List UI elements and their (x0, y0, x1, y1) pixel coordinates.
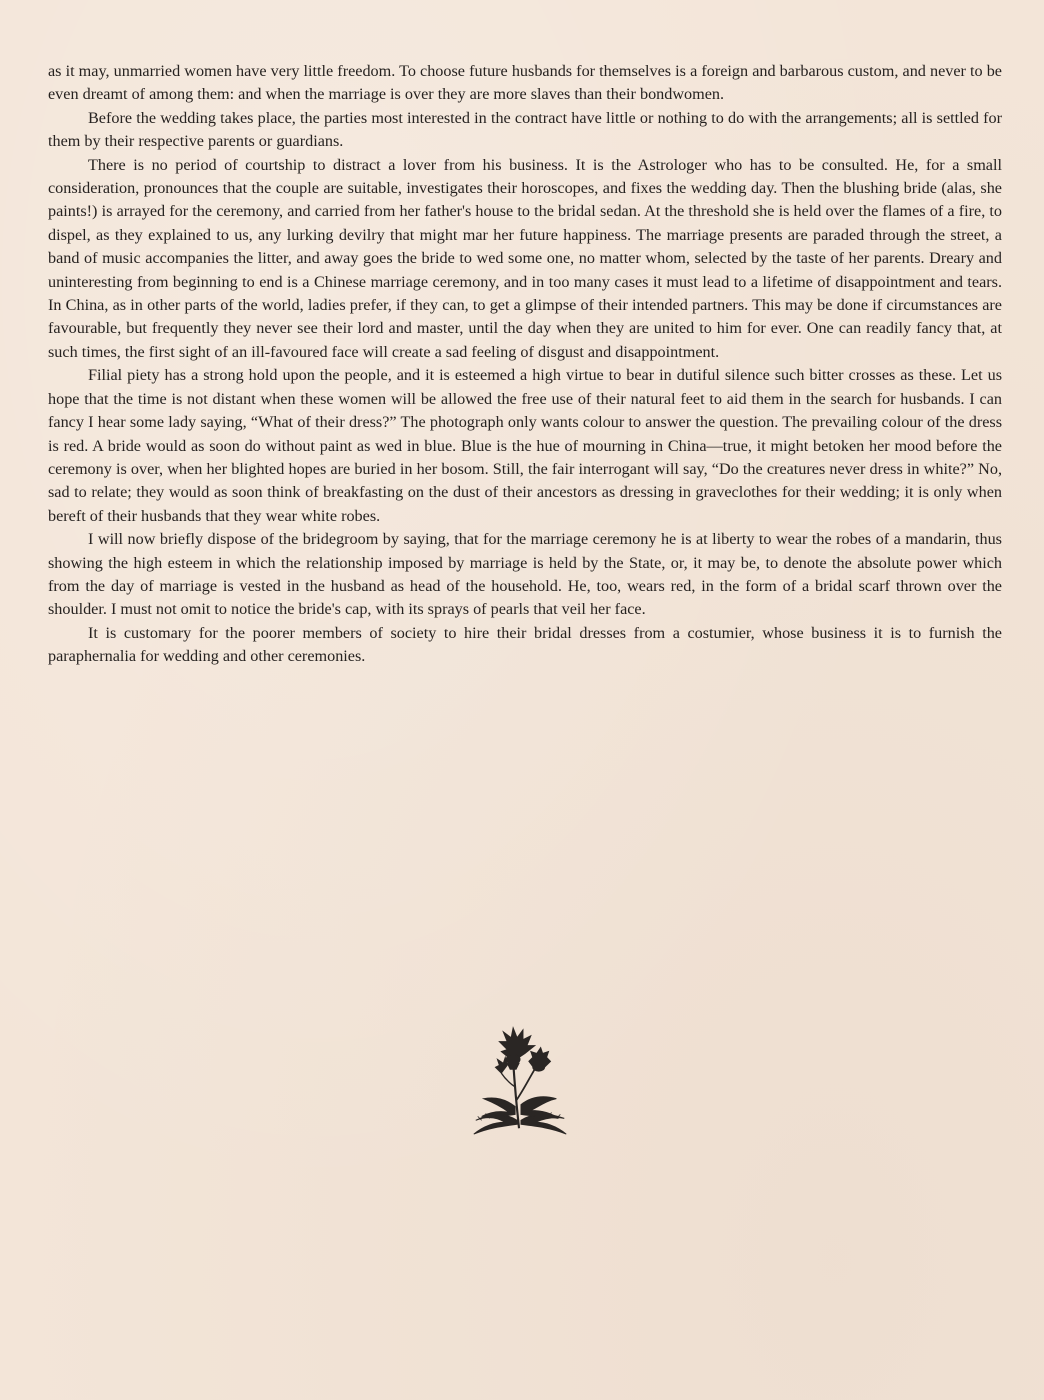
paragraph-4: Filial piety has a strong hold upon the people, and it is esteemed a high virtue to bear in dutiful silence such bitter crosses as these. Let us hope that the time is not distant when these women will be allowed the free use of their natural feet to aid them in the search for husbands. I can fancy I hear some lady saying, “What of their dress?” The photograph only wants colour to answer the question. The prevailing colour of the dress is red. A bride would as soon do without paint as wed in blue. Blue is the hue of mourning in China—true, it might betoken her mood before the ceremony is over, when her blighted hopes are buried in her bosom. Still, the fair interrogant will say, “Do the creatures never dress in white?” No, sad to relate; they would as soon think of breakfasting on the dust of their ancestors as dressing in graveclothes for their wedding; it is only when bereft of their husbands that they wear white robes. (48, 366, 1002, 525)
paragraph-6: It is customary for the poorer members of society to hire their bridal dresses from a costumier, whose business it is to furnish the paraphernalia for wedding and other ceremonies. (48, 623, 1002, 666)
flower-sprig-icon (462, 1022, 580, 1140)
paragraph-1: as it may, unmarried women have very little freedom. To choose future husbands for themselves is a foreign and barbarous custom, and never to be even dreamt of among them: and when the marriage is over they are more slaves than their bondwomen. (48, 62, 1002, 104)
body-text (48, 60, 1002, 669)
paragraph-5: I will now briefly dispose of the bridegroom by saying, that for the marriage ceremony he is at liberty to wear the robes of a mandarin, thus showing the high esteem in which the relationship imposed by marriage is held by the State, or, it may be, to denote the absolute power which from the day of marriage is vested in the husband as head of the household. He, too, wears red, in the form of a bridal scarf thrown over the shoulder. I must not omit to notice the bride's cap, with its sprays of pearls that veil her face. (48, 530, 1002, 619)
paragraph-3: There is no period of courtship to distract a lover from his business. It is the Astrologer who has to be consulted. He, for a small consideration, pronounces that the couple are suitable, investigates their horoscopes, and fixes the wedding day. Then the blushing bride (alas, she paints!) is arrayed for the ceremony, and carried from her father's house to the bridal sedan. At the threshold she is held over the flames of a fire, to dispel, as they explained to us, any lurking devilry that might mar her future happiness. The marriage presents are paraded through the street, a band of music accompanies the litter, and away goes the bride to wed some one, no matter whom, selected by the taste of her parents. Dreary and uninteresting from beginning to end is a Chinese marriage ceremony, and in too many cases it must lead to a lifetime of disappointment and tears. In China, as in other parts of the world, ladies prefer, if they can, to get a glimpse of their intended partners. This may be done if circumstances are favourable, but frequently they never see their lord and master, until the day when they are united to him for ever. One can readily fancy that, at such times, the first sight of an ill-favoured face will create a sad feeling of disgust and disappointment. (48, 155, 1002, 361)
paragraph-2: Before the wedding takes place, the parties most interested in the contract have little or nothing to do with the arrangements; all is settled for them by their respective parents or guardians. (48, 108, 1002, 151)
